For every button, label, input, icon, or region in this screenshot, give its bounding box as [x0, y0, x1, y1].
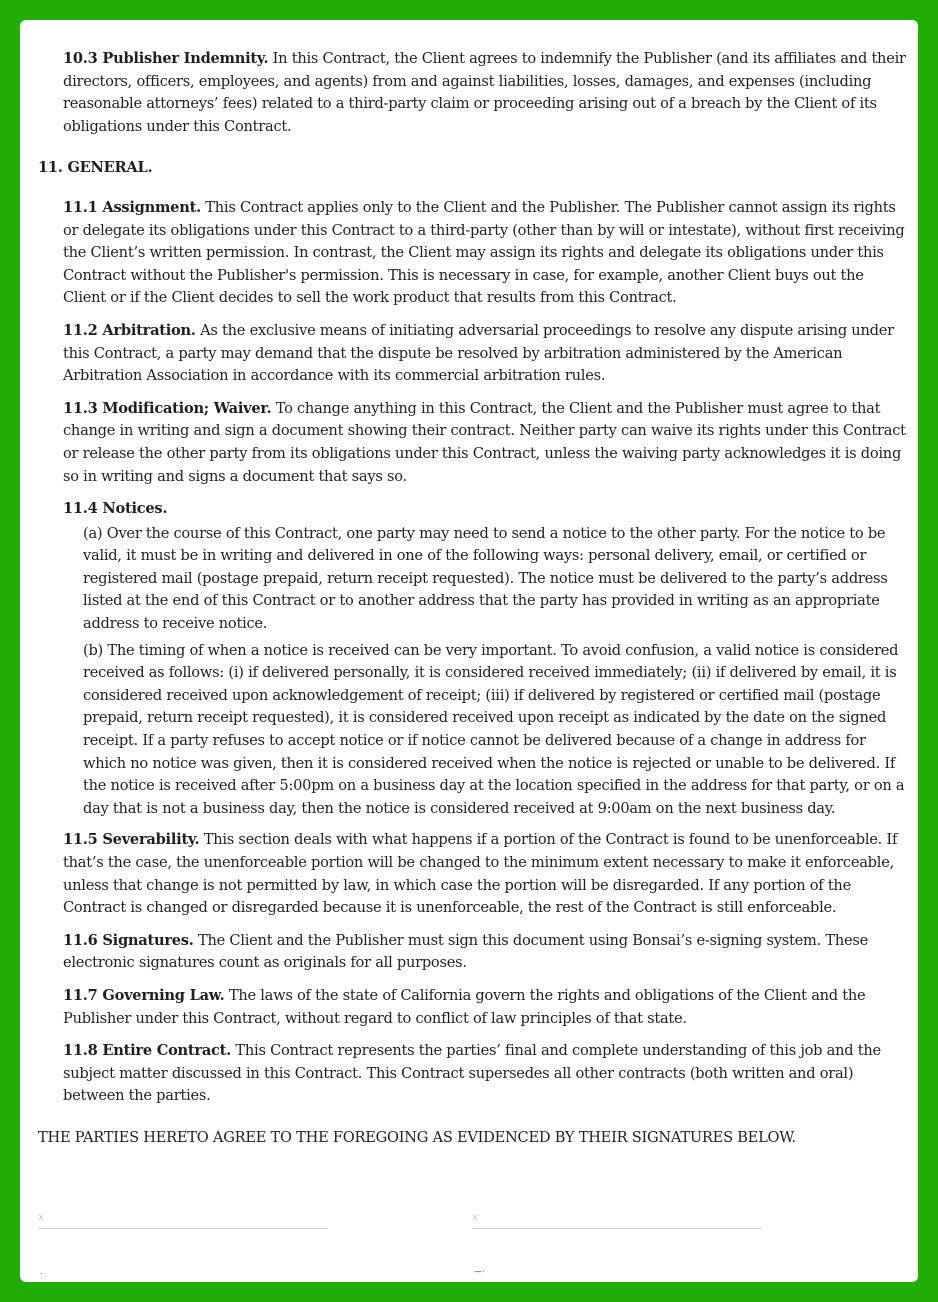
- clause-title: 11.3 Modification; Waiver.: [63, 399, 272, 417]
- clause-11-2: [63, 320, 910, 388]
- signature-field-client[interactable]: [38, 1212, 328, 1276]
- clause-title: 11.1 Assignment.: [63, 198, 201, 216]
- contract-content: [38, 48, 910, 1150]
- clause-text: This Contract represents the parties’ final and complete understanding of this job and the subject matter discussed in this Contract. This Contract supersedes all other contracts (both written and oral) between the parties.: [63, 1042, 881, 1105]
- agreement-statement: THE PARTIES HERETO AGREE TO THE FOREGOING AS EVIDENCED BY THEIR SIGNATURES BELOW.: [38, 1128, 796, 1146]
- clause-text: The laws of the state of California govern the rights and obligations of the Client and the Publisher under this Contract, without regard to conflict of law principles of that state.: [63, 986, 866, 1027]
- clause-11-4-a: (a) Over the course of this Contract, one party may need to send a notice to the other party. For the notice to be valid, it must be in writing and delivered in one of the following ways: personal delivery, email, or certified or registered mail (postage prepaid, return receipt requested). The notice must be delivered to the party’s address listed at the end of this Contract or to another address that the party has provided in writing as an appropriate address to receive notice.: [83, 524, 888, 633]
- clause-title: 11.6 Signatures.: [63, 931, 194, 949]
- clause-10-3: [63, 48, 910, 138]
- clause-text: To change anything in this Contract, the Client and the Publisher must agree to that change in writing and sign a document showing their contract. Neither party can waive its rights under this Contract or release the other party from its obligations under this Contract, unless the waiving party acknowledges it is doing so in writing and signs a document that says so.: [63, 399, 906, 485]
- clause-11-1: [63, 197, 910, 310]
- clause-11-3: [63, 398, 910, 488]
- clause-11-4-title: 11.4 Notices.: [63, 500, 168, 518]
- clause-title: 11.5 Severability.: [63, 831, 200, 849]
- clause-title: 11.2 Arbitration.: [63, 321, 196, 339]
- signature-line: [472, 1228, 762, 1229]
- clause-text: This section deals with what happens if a portion of the Contract is found to be unenforceable. If that’s the case, the unenforceable portion will be changed to the minimum extent necessary to make it enforceable, unless that change is not permitted by law, in which case the portion will be disregarded. If any portion of the Contract is changed or disregarded because it is unenforceable, the rest of the Contract is still enforceable.: [63, 831, 898, 917]
- clause-title: 11.8 Entire Contract.: [63, 1042, 232, 1060]
- clause-11-5: [63, 829, 910, 919]
- clause-text: This Contract applies only to the Client and the Publisher. The Publisher cannot assign its rights or delegate its obligations under this Contract to a third-party (other than by will or intestate), without first receiving the Client’s written permission. In contrast, the Client may assign its rights and delegate its obligations under this Contract without the Publisher's permission. This is necessary in case, for example, another Client buys out the Client or if the Client decides to sell the work product that results from this Contract.: [63, 198, 905, 307]
- clause-11-4-b: (b) The timing of when a notice is received can be very important. To avoid confusion, a valid notice is considered received as follows: (i) if delivered personally, it is considered received immediately; (ii) if delivered by email, it is considered received upon acknowledgement of receipt; (iii) if delivered by registered or certified mail (postage prepaid, return receipt requested), it is considered received upon receipt as indicated by the date on the signed receipt. If a party refuses to accept notice or if notice cannot be delivered because of a change in address for which no notice was given, then it is considered received when the notice is rejected or unable to be delivered. If the notice is received after 5:00pm on a business day at the location specified in the address for that party, or on a day that is not a business day, then the notice is considered received at 9:00am on the next business day.: [83, 641, 905, 817]
- contract-page: [20, 20, 918, 1282]
- clause-text: The Client and the Publisher must sign this document using Bonsai’s e-signing system. These electronic signatures count as originals for all purposes.: [63, 931, 868, 972]
- section-title: 11. GENERAL.: [38, 159, 153, 177]
- signature-field-publisher[interactable]: [472, 1212, 762, 1276]
- signature-label: .: [40, 1267, 43, 1276]
- clause-11-8: [63, 1040, 910, 1108]
- clause-text: As the exclusive means of initiating adversarial proceedings to resolve any dispute arising under this Contract, a party may demand that the dispute be resolved by arbitration administered by the American Arbitration Association in accordance with its commercial arbitration rules.: [63, 321, 894, 385]
- signature-x-mark: x: [38, 1212, 44, 1223]
- clause-text: In this Contract, the Client agrees to indemnify the Publisher (and its affiliates and their directors, officers, employees, and agents) from and against liabilities, losses, damages, and expenses (including reasonable attorneys’ fees) related to a third-party claim or proceeding arising out of a breach by the Client of its obligations under this Contract.: [63, 50, 906, 135]
- clause-title: 11.7 Governing Law.: [63, 986, 225, 1004]
- clause-11-7: [63, 985, 910, 1030]
- signature-label: —·: [474, 1267, 485, 1276]
- signature-area: [38, 1212, 910, 1282]
- clause-title: 10.3 Publisher Indemnity.: [63, 50, 269, 67]
- signature-x-mark: x: [472, 1212, 478, 1223]
- signature-line: [38, 1228, 328, 1229]
- clause-11-6: [63, 930, 910, 975]
